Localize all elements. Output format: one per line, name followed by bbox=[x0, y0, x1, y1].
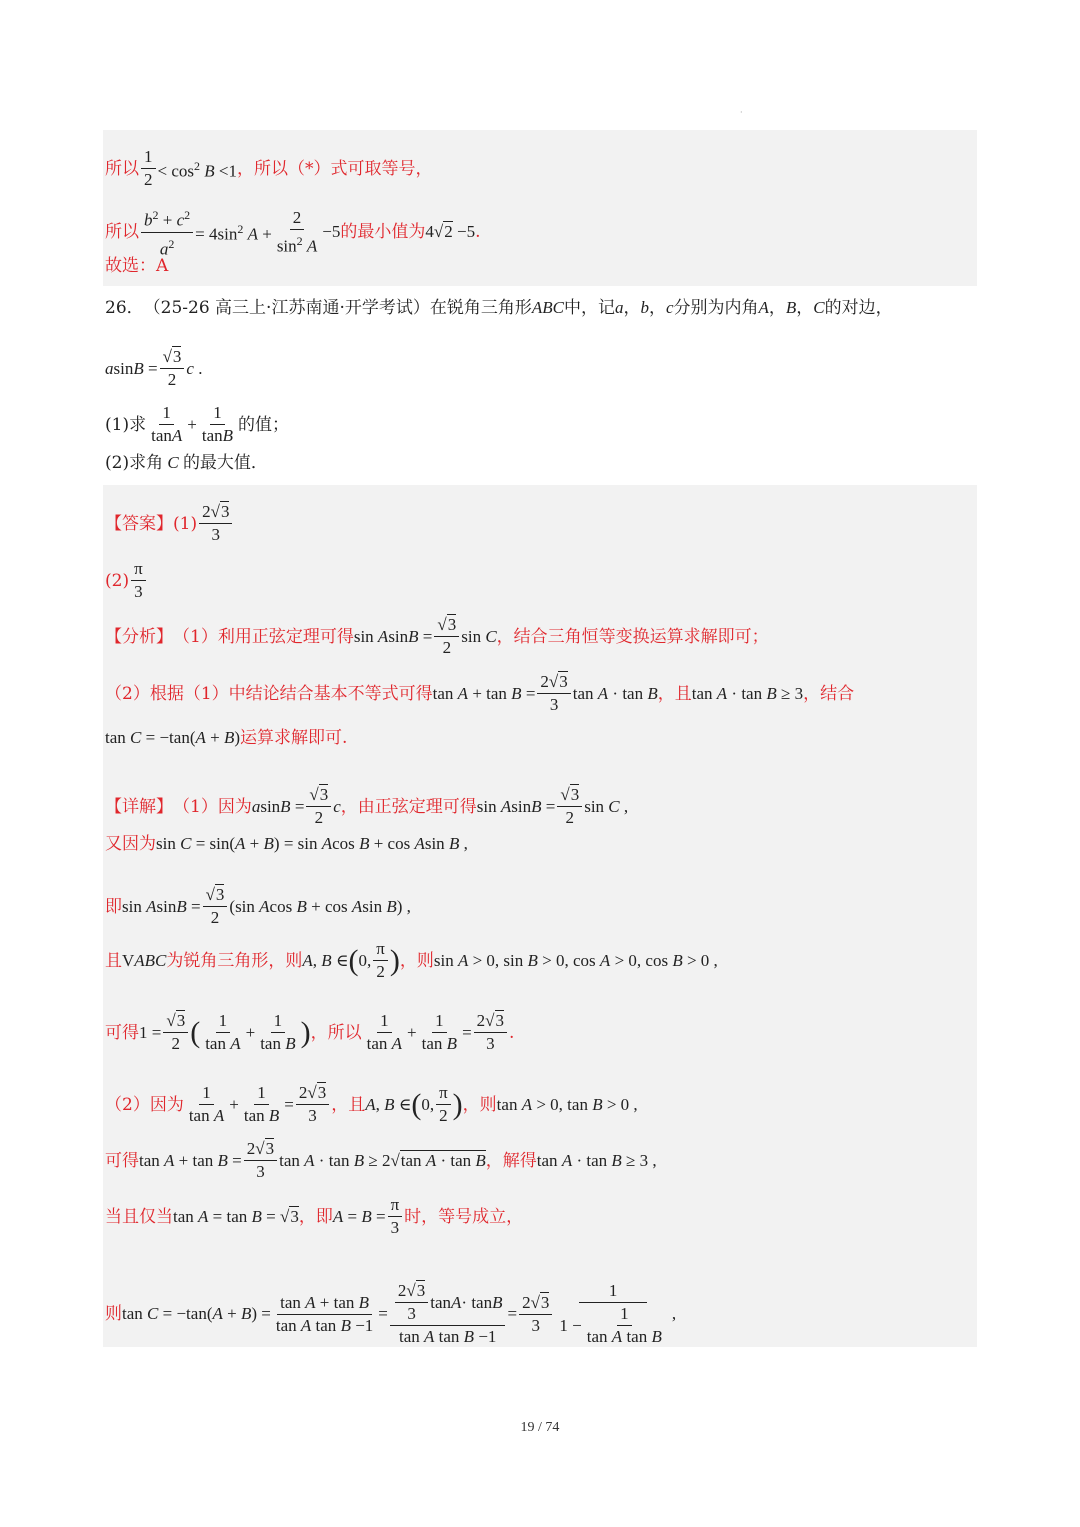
top-mark: · bbox=[740, 108, 743, 117]
detail-line-5: 可得 1 = $\frac{√3}{2}$ ( $\frac{1}{\text{tan A}}$ + $\frac{1}{\text{tan B}}$ ) ，所以 $\frac{1}{\text{tan A}}$ + $\frac{1}{\text{tan B}}$ = $\frac{2√3}{3}$ . bbox=[105, 1011, 515, 1053]
detail-l5-mid: ，所以 bbox=[310, 1022, 362, 1043]
analysis-p2-prefix: （2）根据（1）中结论结合基本不等式可得 bbox=[105, 683, 433, 704]
problem-line-1: 26． （25-26 高三上·江苏南通·开学考试）在锐角三角形 ABC 中，记 a，b，c 分别为内角 A，B，C 的对边， bbox=[105, 298, 893, 318]
prev-line2-suffix: 的最小值为 bbox=[340, 222, 426, 243]
detail-l8-prefix: 当且仅当 bbox=[105, 1206, 173, 1227]
question-2: (2)求角 C 的最大值． bbox=[105, 453, 268, 473]
detail-l6-mid: ，且 bbox=[331, 1094, 366, 1115]
prev-line1-suffix: ，所以（*）式可取等号， bbox=[236, 158, 433, 179]
answer-part2: (2) bbox=[105, 570, 130, 591]
q2-text: (2)求角 bbox=[105, 453, 164, 473]
detail-l4-prefix: 且 bbox=[105, 950, 122, 971]
detail-label: 【详解】 bbox=[105, 796, 173, 817]
problem-stem-3: 的对边， bbox=[824, 298, 893, 318]
detail-l3-prefix: 即 bbox=[105, 896, 122, 917]
detail-l5-prefix: 可得 bbox=[105, 1022, 139, 1043]
detail-line-3: 即 sin AsinB = $\frac{√3}{2}$ (sin Acos B + cos Asin B) , bbox=[105, 885, 411, 927]
analysis-p1-suffix: ，结合三角恒等变换运算求解即可； bbox=[496, 626, 769, 647]
analysis-p2-suffix: ，结合 bbox=[803, 683, 855, 704]
detail-l2-prefix: 又因为 bbox=[105, 834, 156, 854]
detail-l9-prefix: 则 bbox=[105, 1304, 122, 1324]
detail-line-4: 且 VABC 为锐角三角形，则 A, B ∈ ( 0, $\frac{\pi}{2}$ ) ，则 sin A > 0, sin B > 0, cos A > 0, cos B > 0 , bbox=[105, 939, 718, 981]
prev-line-2: 所以 $\frac{b^2 + c^2}{a^2}$ = $4\sin^2$ A + $\frac{2}{\sin^2 A}$ −5 的最小值为 4√2 −5 . bbox=[105, 204, 480, 260]
detail-l4-mid: 为锐角三角形，则 bbox=[166, 950, 303, 971]
page-number: 19 / 74 bbox=[520, 1420, 560, 1435]
answer-line-1: 【答案】 (1) $\frac{2√3}{3}$ bbox=[105, 501, 234, 546]
analysis-p1-prefix: （1）利用正弦定理可得 bbox=[173, 626, 354, 647]
analysis-line-1: 【分析】 （1）利用正弦定理可得 sin AsinB = $\frac{√3}{2}$ sin C ，结合三角恒等变换运算求解即可； bbox=[105, 615, 769, 657]
prev-line1-prefix: 所以 bbox=[105, 158, 139, 179]
prev-line-1: 所以 $\frac{1}{2}$ < $\cos^2 B <1$ ，所以（*）式可取等号， bbox=[105, 147, 433, 189]
detail-line-8: 当且仅当 tan A = tan B = √3 ，即 A = B = $\frac{\pi}{3}$ 时，等号成立， bbox=[105, 1195, 524, 1237]
problem-source: （25-26 高三上·江苏南通·开学考试）在锐角三角形 bbox=[143, 298, 532, 318]
analysis-label: 【分析】 bbox=[105, 626, 173, 647]
answer-line-2: (2) $\frac{\pi}{3}$ bbox=[105, 558, 148, 603]
detail-l7-prefix: 可得 bbox=[105, 1150, 139, 1171]
problem-line-2: asinB = $\frac{√3}{2}$ c . bbox=[105, 347, 203, 389]
analysis-line-3: tan C = −tan(A + B) 运算求解即可. bbox=[105, 728, 348, 748]
detail-l6-mid2: ，则 bbox=[462, 1094, 497, 1115]
question-1: (1)求 $\frac{1}{\tan A}$ + $\frac{1}{\tan B}$ 的值； bbox=[105, 403, 290, 445]
detail-l8-mid: ，即 bbox=[298, 1206, 333, 1227]
answer-label: 【答案】 bbox=[105, 513, 173, 534]
answer-part1: (1) bbox=[173, 513, 198, 534]
analysis-p2-mid: ，且 bbox=[657, 683, 692, 704]
q1-suffix: 的值； bbox=[238, 414, 290, 435]
problem-stem-1: 中，记 bbox=[563, 298, 615, 318]
detail-l1-prefix: （1）因为 bbox=[173, 796, 252, 817]
answer-choice: 故选：A bbox=[105, 256, 169, 276]
problem-number: 26． bbox=[105, 298, 144, 318]
analysis-line-2: （2）根据（1）中结论结合基本不等式可得 tan A + tan B = $\frac{2√3}{3}$ tan A · tan B ，且 tan A · tan B ≥ 3 ，结合 bbox=[105, 672, 855, 714]
detail-line-2: 又因为 sin C = sin(A + B) = sin Acos B + cos Asin B , bbox=[105, 834, 468, 854]
detail-l1-mid: ，由正弦定理可得 bbox=[340, 796, 477, 817]
q1-prefix: (1)求 bbox=[105, 414, 147, 435]
detail-l6-prefix: （2）因为 bbox=[105, 1094, 184, 1115]
detail-l7-mid: ，解得 bbox=[485, 1150, 537, 1171]
prev-line2-prefix: 所以 bbox=[105, 222, 139, 243]
detail-line-9: 则 tan C = −tan(A + B) = $\frac{\text{tan A + tan B}}{\text{tan A tan B −1}}$ = $\frac{2√3}{3}$ tan A · tan B tan A tan B −1 = $\frac{2√3}{3}$ 1 1 − $\frac{1}{\text{tan A tan B}}$ , bbox=[105, 1281, 677, 1346]
analysis-p3-suffix: 运算求解即可. bbox=[240, 728, 348, 748]
detail-line-1: 【详解】 （1）因为 asinB = $\frac{√3}{2}$ c ，由正弦定理可得 sin AsinB = $\frac{√3}{2}$ sin C , bbox=[105, 785, 629, 827]
detail-l8-suffix: 时，等号成立， bbox=[404, 1206, 524, 1227]
problem-stem-2: 分别为内角 bbox=[673, 298, 759, 318]
detail-line-6: （2）因为 $\frac{1}{\text{tan A}}$ + $\frac{1}{\text{tan B}}$ = $\frac{2√3}{3}$ ，且 A, B ∈ ( 0, $\frac{\pi}{2}$ ) ，则 tan A > 0, tan B > 0 , bbox=[105, 1083, 638, 1125]
detail-l4-mid2: ，则 bbox=[399, 950, 434, 971]
detail-line-7: 可得 tan A + tan B = $\frac{2√3}{3}$ tan A · tan B ≥ 2√tan A · tan B ，解得 tan A · tan B ≥ 3 , bbox=[105, 1139, 657, 1181]
q2-suffix: 的最大值． bbox=[182, 453, 268, 473]
